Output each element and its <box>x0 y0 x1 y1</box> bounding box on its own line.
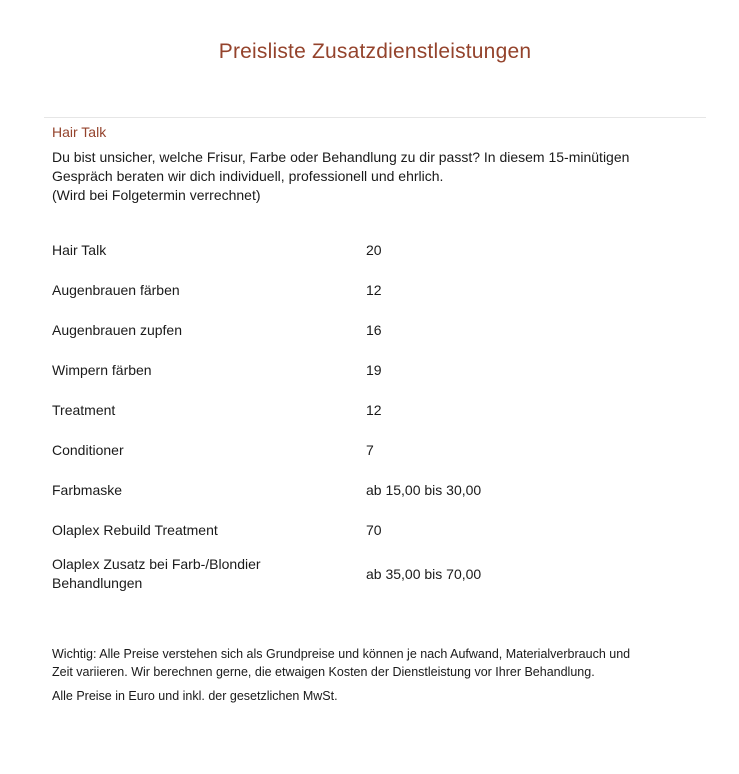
table-row <box>52 230 692 270</box>
service-name: Olaplex Rebuild Treatment <box>52 521 218 538</box>
section-intro <box>52 148 702 205</box>
service-price: ab 15,00 bis 30,00 <box>366 481 482 498</box>
service-price: 19 <box>366 361 382 378</box>
intro-line: Du bist unsicher, welche Frisur, Farbe oder Behandlung zu dir passt? In diesem 15-minütigen <box>52 149 630 165</box>
section-divider <box>44 117 706 118</box>
table-row <box>52 550 692 598</box>
service-name: Augenbrauen färben <box>52 281 180 298</box>
disclaimer-line: Zeit variieren. Wir berechnen gerne, die etwaigen Kosten der Dienstleistung vor Ihrer Behandlung. <box>52 665 595 679</box>
table-row <box>52 510 692 550</box>
service-price: 12 <box>366 281 382 298</box>
tax-note: Alle Preise in Euro und inkl. der gesetzlichen MwSt. <box>52 689 338 703</box>
table-row <box>52 430 692 470</box>
service-name-line: Olaplex Zusatz bei Farb-/Blondier <box>52 556 261 572</box>
intro-line: (Wird bei Folgetermin verrechnet) <box>52 187 261 203</box>
service-price: 70 <box>366 521 382 538</box>
service-name-line: Behandlungen <box>52 575 143 591</box>
table-row <box>52 470 692 510</box>
disclaimer <box>52 645 722 681</box>
service-name <box>52 555 366 593</box>
service-price: ab 35,00 bis 70,00 <box>366 565 482 582</box>
page-title: Preisliste Zusatzdienstleistungen <box>218 40 532 63</box>
footer-notes <box>52 645 722 711</box>
service-name: Wimpern färben <box>52 361 152 378</box>
service-name: Farbmaske <box>52 481 123 498</box>
table-row <box>52 350 692 390</box>
service-name: Augenbrauen zupfen <box>52 321 182 338</box>
service-price: 20 <box>366 241 382 258</box>
intro-line: Gespräch beraten wir dich individuell, professionell und ehrlich. <box>52 168 444 184</box>
price-table <box>52 230 692 598</box>
service-name: Treatment <box>52 401 116 418</box>
disclaimer-line: Wichtig: Alle Preise verstehen sich als Grundpreise und können je nach Aufwand, Materialverbrauch und <box>52 647 631 661</box>
service-name: Hair Talk <box>52 241 107 258</box>
service-name: Conditioner <box>52 441 124 458</box>
service-price: 16 <box>366 321 382 338</box>
service-price: 12 <box>366 401 382 418</box>
table-row <box>52 310 692 350</box>
table-row <box>52 390 692 430</box>
section-heading: Hair Talk <box>52 124 107 140</box>
table-row <box>52 270 692 310</box>
service-price: 7 <box>366 441 374 458</box>
